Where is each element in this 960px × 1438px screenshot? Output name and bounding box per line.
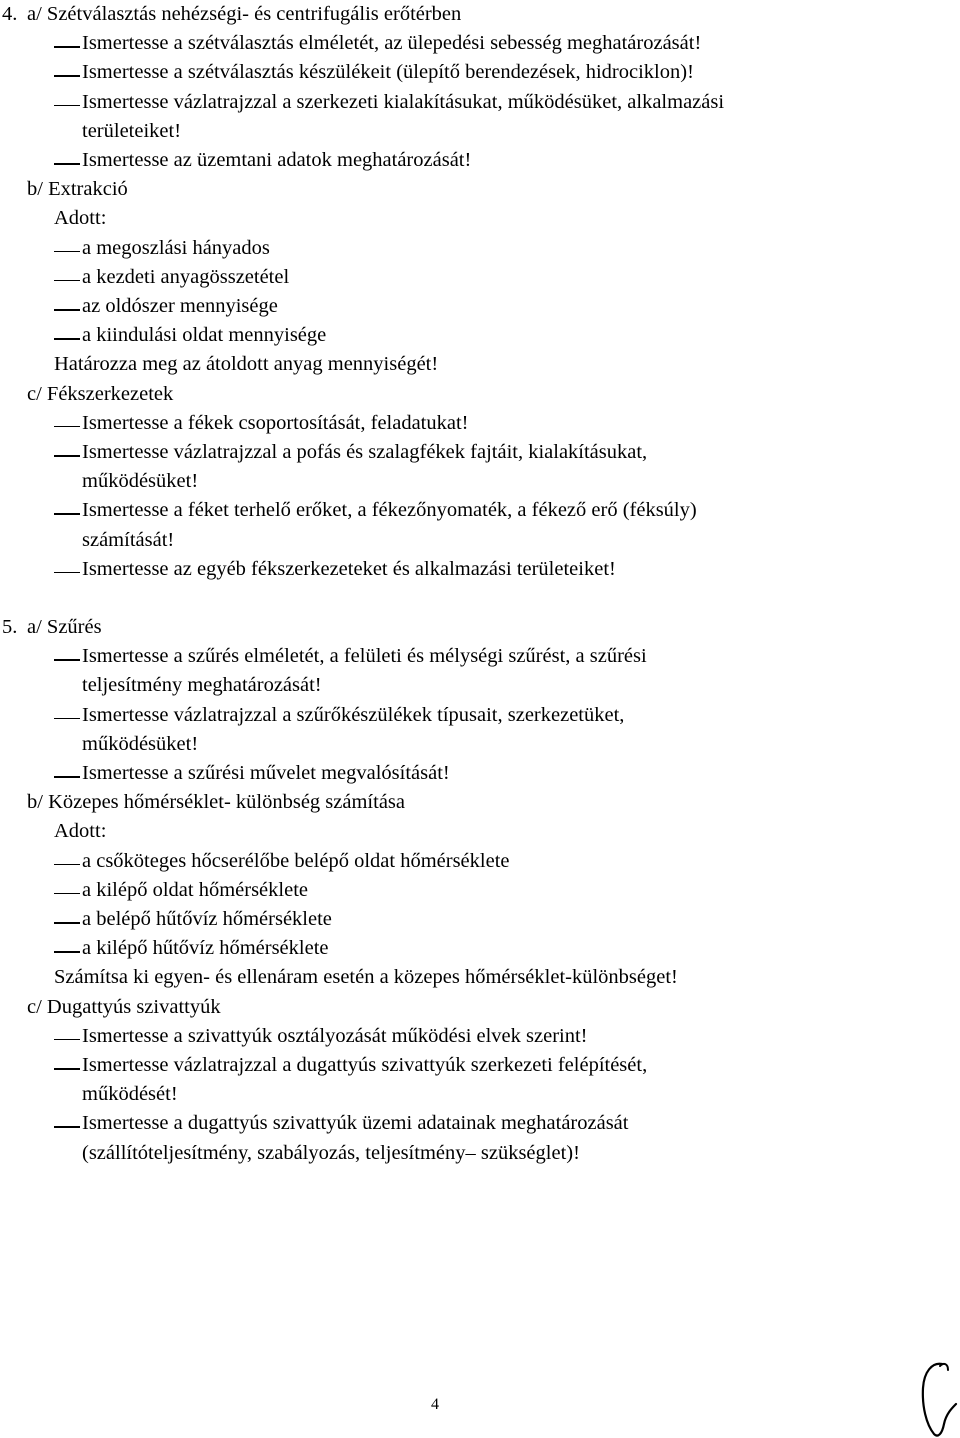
part-heading: c/ Fékszerkezetek xyxy=(27,382,174,405)
list-dash xyxy=(54,922,80,924)
list-dash xyxy=(54,426,80,428)
list-item-text: a kilépő hűtővíz hőmérséklete xyxy=(82,937,329,960)
list-dash xyxy=(54,893,80,895)
list-dash xyxy=(54,659,80,661)
given-label: Adott: xyxy=(54,207,107,230)
list-item-text: Ismertesse a féket terhelő erőket, a fékezőnyomaték, a fékező erő (féksúly) xyxy=(82,499,697,522)
list-item-text: Ismertesse az üzemtani adatok meghatározását! xyxy=(82,149,472,171)
page-number: 4 xyxy=(431,1396,439,1413)
list-item-text: Ismertesse az egyéb fékszerkezeteket és alkalmazási területeiket! xyxy=(82,557,616,580)
list-dash xyxy=(54,105,80,107)
given-label: Adott: xyxy=(54,820,107,843)
list-dash xyxy=(54,163,80,165)
handwritten-initial-mark xyxy=(918,1358,960,1438)
list-dash xyxy=(54,280,80,282)
list-dash xyxy=(54,776,80,778)
list-item-text: Ismertesse a szétválasztás elméletét, az ülepedési sebesség meghatározását! xyxy=(82,32,702,55)
list-dash xyxy=(54,46,80,48)
list-item-text: működését! xyxy=(82,1083,178,1106)
list-dash xyxy=(54,572,80,574)
part-heading: a/ Szétválasztás nehézségi- és centrifugális erőtérben xyxy=(27,3,462,25)
list-item-text: teljesítmény meghatározását! xyxy=(82,674,322,697)
part-heading: b/ Extrakció xyxy=(27,178,128,201)
list-dash xyxy=(54,513,80,515)
list-dash xyxy=(54,1126,80,1128)
list-item-text: Ismertesse a szűrés elméletét, a felületi és mélységi szűrést, a szűrési xyxy=(82,645,647,668)
list-item-text: működésüket! xyxy=(82,470,199,493)
list-item-text: Ismertesse a szétválasztás készülékeit (ülepítő berendezések, hidrociklon)! xyxy=(82,61,694,84)
list-item-text: (szállítóteljesítmény, szabályozás, teljesítmény– szükséglet)! xyxy=(82,1141,580,1164)
task-text: Határozza meg az átoldott anyag mennyiségét! xyxy=(54,353,439,376)
list-dash xyxy=(54,951,80,953)
list-dash xyxy=(54,75,80,77)
list-item-text: Ismertesse vázlatrajzzal a pofás és szalagfékek fajtáit, kialakításukat, xyxy=(82,441,648,463)
list-dash xyxy=(54,309,80,311)
part-heading: c/ Dugattyús szivattyúk xyxy=(27,995,221,1018)
list-dash xyxy=(54,718,80,720)
list-item-text: a belépő hűtővíz hőmérséklete xyxy=(82,908,332,930)
list-dash xyxy=(54,864,80,866)
list-dash xyxy=(54,1068,80,1070)
list-dash xyxy=(54,251,80,253)
list-item-text: a kezdeti anyagösszetétel xyxy=(82,265,290,288)
list-item-text: Ismertesse a szivattyúk osztályozását működési elvek szerint! xyxy=(82,1024,588,1047)
list-item-text: Ismertesse vázlatrajzzal a szerkezeti kialakításukat, működésüket, alkalmazási xyxy=(82,90,725,113)
list-item-text: Ismertesse a szűrési művelet megvalósítását! xyxy=(82,762,450,784)
list-item-text: az oldószer mennyisége xyxy=(82,295,278,317)
list-item-text: a csőköteges hőcserélőbe belépő oldat hőmérséklete xyxy=(82,849,510,872)
task-text: Számítsa ki egyen- és ellenáram esetén a közepes hőmérséklet-különbséget! xyxy=(54,966,678,989)
list-item-text: Ismertesse a fékek csoportosítását, feladatukat! xyxy=(82,411,469,434)
list-item-text: a megoszlási hányados xyxy=(82,236,270,259)
section-number: 4. xyxy=(2,3,18,25)
list-item-text: Ismertesse vázlatrajzzal a szűrőkészülékek típusait, szerkezetüket, xyxy=(82,703,625,726)
list-item-text: területeiket! xyxy=(82,119,182,142)
section-number: 5. xyxy=(2,616,18,638)
list-item-text: a kilépő oldat hőmérséklete xyxy=(82,878,308,901)
list-item-text: Ismertesse vázlatrajzzal a dugattyús szivattyúk szerkezeti felépítését, xyxy=(82,1054,648,1076)
list-item-text: számítását! xyxy=(82,528,175,551)
part-heading: b/ Közepes hőmérséklet- különbség számítása xyxy=(27,791,405,814)
list-item-text: működésüket! xyxy=(82,732,199,755)
list-dash xyxy=(54,338,80,340)
list-item-text: a kiindulási oldat mennyisége xyxy=(82,324,327,347)
list-dash xyxy=(54,1039,80,1041)
part-heading: a/ Szűrés xyxy=(27,616,102,638)
list-item-text: Ismertesse a dugattyús szivattyúk üzemi adatainak meghatározását xyxy=(82,1112,629,1135)
list-dash xyxy=(54,455,80,457)
